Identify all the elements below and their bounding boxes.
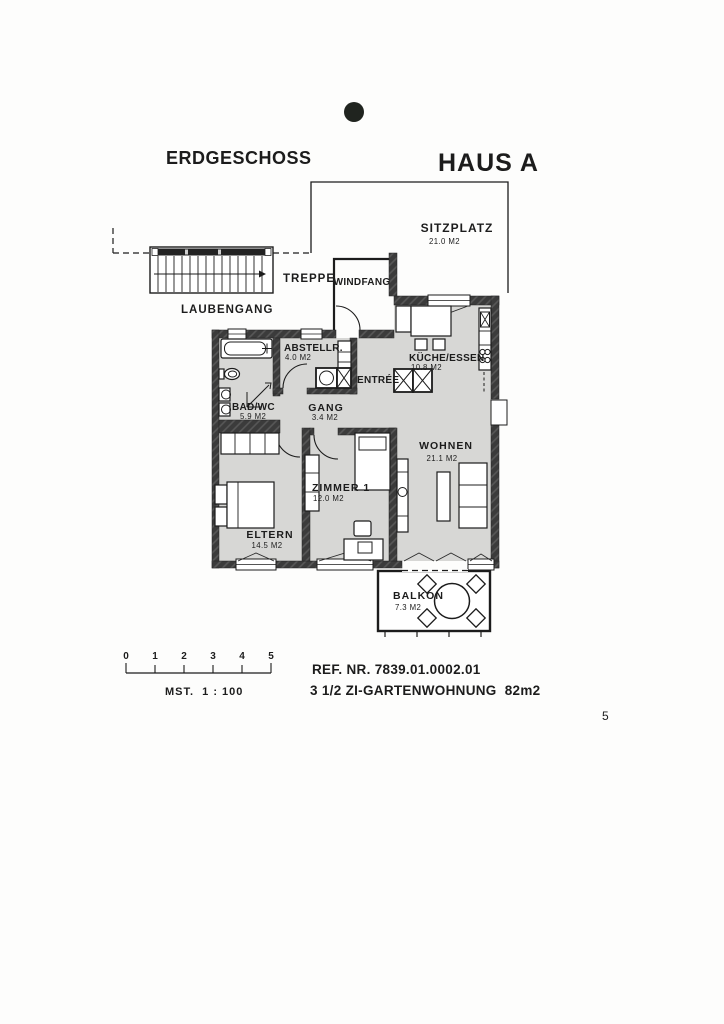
scale-unit-3: 3 bbox=[210, 651, 216, 662]
windfang-room bbox=[334, 259, 390, 330]
chair bbox=[433, 339, 445, 350]
room-area-zimmer1: 12.0 M2 bbox=[313, 494, 344, 503]
chair bbox=[415, 339, 427, 350]
room-area-sitzplatz: 21.0 M2 bbox=[429, 237, 460, 246]
toilet-tank bbox=[219, 369, 224, 379]
desk-chair bbox=[354, 521, 371, 536]
room-label-windfang: WINDFANG bbox=[333, 277, 391, 288]
scale-unit-4: 4 bbox=[239, 651, 245, 662]
nightstand bbox=[215, 507, 227, 526]
scale-bar bbox=[123, 651, 274, 698]
room-area-kueche: 10.8 M2 bbox=[411, 363, 442, 372]
exterior-door-leaf bbox=[491, 400, 507, 425]
room-label-gang: GANG bbox=[308, 402, 344, 414]
apartment-type: 3 1/2 ZI-GARTENWOHNUNG 82m2 bbox=[310, 683, 541, 698]
footer bbox=[310, 662, 609, 723]
scale-unit-5: 5 bbox=[268, 651, 274, 662]
punch-hole-dot bbox=[344, 102, 364, 122]
room-label-zimmer1: ZIMMER 1 bbox=[312, 482, 371, 494]
page-number: 5 bbox=[602, 709, 609, 723]
room-area-wohnen: 21.1 M2 bbox=[426, 454, 458, 463]
room-area-bad-wc: 5.9 M2 bbox=[240, 412, 267, 421]
tv-unit bbox=[397, 459, 408, 532]
reference-number: REF. NR. 7839.01.0002.01 bbox=[312, 662, 481, 677]
room-area-gang: 3.4 M2 bbox=[311, 413, 339, 422]
scale-unit-0: 0 bbox=[123, 651, 129, 662]
double-bed bbox=[227, 482, 274, 528]
room-label-bad-wc: BAD/WC bbox=[232, 402, 275, 413]
room-label-eltern: ELTERN bbox=[246, 529, 294, 541]
scale-caption: MST. 1 : 100 bbox=[165, 686, 244, 698]
room-area-eltern: 14.5 M2 bbox=[251, 541, 283, 550]
floor-title: ERDGESCHOSS bbox=[166, 148, 312, 168]
room-area-abstellraum: 4.0 M2 bbox=[285, 353, 312, 362]
scale-unit-1: 1 bbox=[152, 651, 158, 662]
room-area-balkon: 7.3 M2 bbox=[395, 603, 422, 612]
scale-ticks bbox=[126, 663, 271, 673]
room-label-balkon: BALKON bbox=[393, 590, 444, 602]
room-label-kueche: KÜCHE/ESSEN bbox=[409, 353, 485, 364]
room-label-laubengang: LAUBENGANG bbox=[181, 304, 274, 316]
toilet bbox=[225, 369, 240, 380]
room-label-entree: ENTRÉE bbox=[357, 375, 400, 386]
stairs bbox=[150, 247, 273, 293]
room-label-treppe: TREPPE bbox=[283, 273, 336, 285]
stairs-handrail bbox=[152, 249, 271, 256]
room-label-abstellraum: ABSTELLR. bbox=[284, 343, 343, 354]
house-title: HAUS A bbox=[438, 149, 539, 177]
dining-table bbox=[411, 306, 451, 336]
sofa bbox=[459, 463, 487, 528]
kitchen-unit bbox=[396, 306, 411, 332]
room-label-wohnen: WOHNEN bbox=[419, 440, 473, 452]
scale-unit-2: 2 bbox=[181, 651, 187, 662]
room-label-sitzplatz: SITZPLATZ bbox=[420, 221, 494, 235]
entree-closets bbox=[394, 369, 432, 392]
nightstand bbox=[215, 485, 227, 504]
coffee-table bbox=[437, 472, 450, 521]
